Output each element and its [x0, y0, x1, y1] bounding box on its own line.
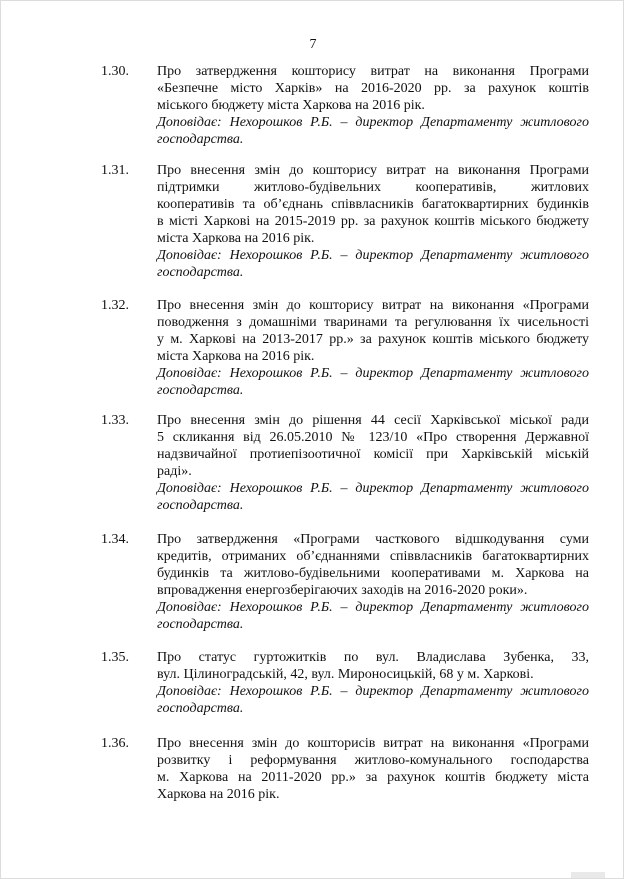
item-text-line: Про внесення змін до кошторису витрат на виконання «Програми — [157, 298, 589, 313]
reporter-line: Доповідає: Нехорошков Р.Б. – директор Департаменту житлового — [157, 481, 589, 496]
item-text-line: Харкова на 2016 рік. — [157, 787, 280, 802]
reporter-line: господарства. — [157, 383, 244, 398]
item-text — [157, 63, 589, 148]
reporter-line: Доповідає: Нехорошков Р.Б. – директор Департаменту житлового — [157, 366, 589, 381]
item-text-line: кредитів, отриманих об’єднаннями співвласників багатоквартирних — [157, 549, 589, 564]
item-text-line: «Безпечне місто Харків» на 2016-2020 рр. за рахунок коштів — [157, 81, 589, 96]
reporter-line: господарства. — [157, 498, 244, 513]
item-text — [157, 412, 589, 514]
item-text-line: Про внесення змін до кошторису витрат на виконання Програми — [157, 163, 589, 178]
item-text-line: впровадження енергозберігаючих заходів на 2016-2020 роки». — [157, 583, 528, 598]
item-text-line: в місті Харкові на 2015-2019 рр. за рахунок коштів міського бюджету — [157, 214, 589, 229]
item-number: 1.33. — [101, 413, 129, 428]
item-text-line: 5 скликання від 26.05.2010 № 123/10 «Про створення Державної — [157, 430, 589, 445]
reporter-line: господарства. — [157, 617, 244, 632]
item-number: 1.30. — [101, 64, 129, 79]
reporter-line: Доповідає: Нехорошков Р.Б. – директор Департаменту житлового — [157, 600, 589, 615]
item-text-line: будинків та житлово-будівельними кооперативами м. Харкова на — [157, 566, 589, 581]
item-number: 1.36. — [101, 736, 129, 751]
item-text-line: розвитку і реформування житлово-комунального господарства — [157, 753, 589, 768]
scan-edge-mark — [571, 872, 605, 878]
item-text — [157, 649, 589, 717]
item-text — [157, 162, 589, 281]
item-text-line: Про затвердження «Програми часткового відшкодування суми — [157, 532, 589, 547]
item-text-line: Про внесення змін до кошторисів витрат на виконання «Програми — [157, 736, 589, 751]
item-number: 1.35. — [101, 650, 129, 665]
item-text-line: м. Харкова на 2011-2020 рр.» за рахунок коштів бюджету міста — [157, 770, 589, 785]
item-text — [157, 735, 589, 803]
reporter-line: господарства. — [157, 265, 244, 280]
item-text-line: Про статус гуртожитків по вул. Владислава Зубенка, 33, — [157, 650, 589, 665]
item-text-line: раді». — [157, 464, 192, 479]
item-text — [157, 297, 589, 399]
reporter-line: господарства. — [157, 701, 244, 716]
item-text-line: міського бюджету міста Харкова на 2016 рік. — [157, 98, 425, 113]
item-number: 1.34. — [101, 532, 129, 547]
item-text — [157, 531, 589, 633]
item-number: 1.31. — [101, 163, 129, 178]
reporter-line: Доповідає: Нехорошков Р.Б. – директор Департаменту житлового — [157, 684, 589, 699]
reporter-line: Доповідає: Нехорошков Р.Б. – директор Департаменту житлового — [157, 115, 589, 130]
item-text-line: кооперативів та об’єднань співвласників багатоквартирних будинків — [157, 197, 589, 212]
item-text-line: Про внесення змін до рішення 44 сесії Харківської міської ради — [157, 413, 589, 428]
item-text-line: надзвичайної протиепізоотичної комісії при Харківській міській — [157, 447, 589, 462]
item-text-line: міста Харкова на 2016 рік. — [157, 349, 315, 364]
item-text-line: підтримки житлово-будівельних кооперативів, житлових — [157, 180, 589, 195]
item-text-line: у м. Харкові на 2013-2017 рр.» за рахунок коштів міського бюджету — [157, 332, 589, 347]
item-number: 1.32. — [101, 298, 129, 313]
item-text-line: Про затвердження кошторису витрат на виконання Програми — [157, 64, 589, 79]
reporter-line: господарства. — [157, 132, 244, 147]
reporter-line: Доповідає: Нехорошков Р.Б. – директор Департаменту житлового — [157, 248, 589, 263]
item-text-line: міста Харкова на 2016 рік. — [157, 231, 315, 246]
item-text-line: поводження з домашніми тваринами та регулювання їх чисельності — [157, 315, 589, 330]
page-number: 7 — [309, 37, 317, 52]
item-text-line: вул. Цілиноградській, 42, вул. Мироносицькій, 68 у м. Харкові. — [157, 667, 534, 682]
